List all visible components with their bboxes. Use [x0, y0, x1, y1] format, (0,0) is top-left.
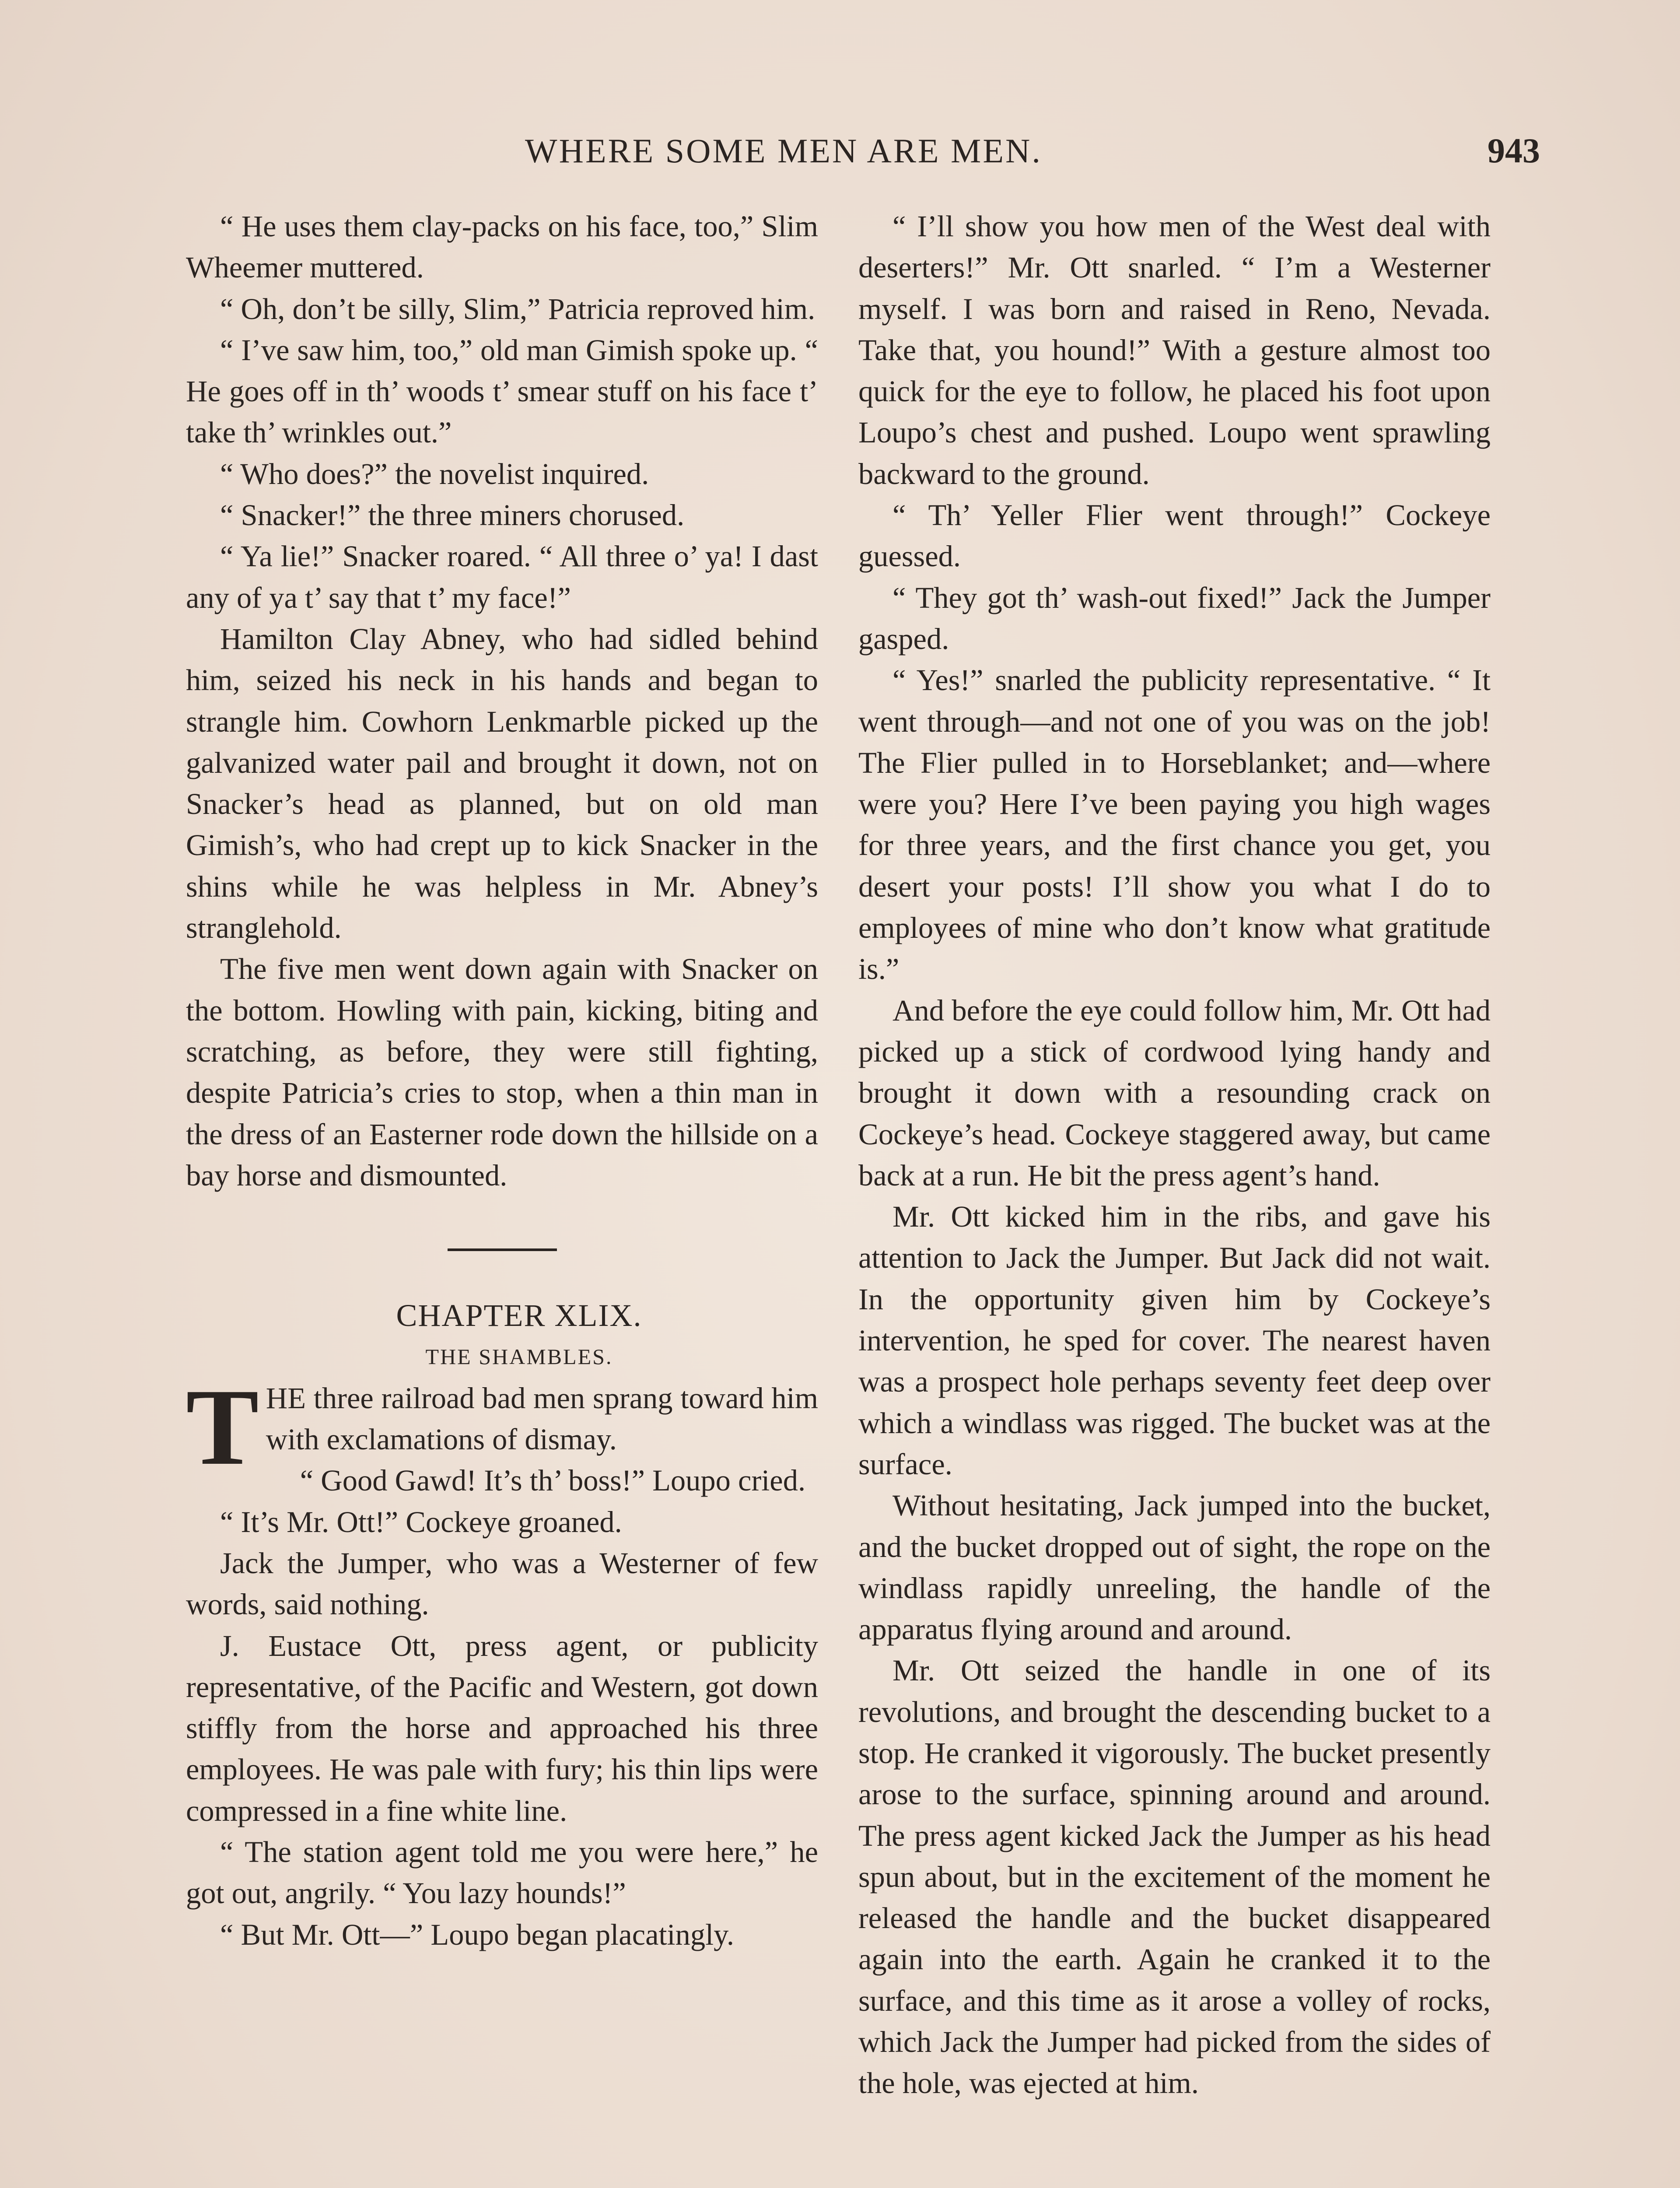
paragraph: “ But Mr. Ott—” Loupo began placatingly. [220, 1918, 735, 1951]
running-title: WHERE SOME MEN ARE MEN. [525, 132, 1042, 170]
paragraph: “ Snacker!” the three miners chorused. [220, 498, 685, 532]
paragraph: Hamilton Clay Abney, who had sidled behind him, seized his neck in his hands and began to strangle him. Cowhorn Lenkmarble picked up the galvanized water pail and brought it down, not on Snacker’s head as planned, but on old man Gimish’s, who had crept up to kick Snacker in the shins while he was helpless in Mr. Abney’s stranglehold. [186, 622, 818, 945]
opening-text: HE three railroad bad men sprang toward him with exclamations of dismay. [266, 1381, 818, 1456]
paragraph: “ It’s Mr. Ott!” Cockeye groaned. [220, 1505, 622, 1539]
paragraph: “ Oh, don’t be silly, Slim,” Patricia reproved him. [220, 292, 816, 326]
chapter-subtitle: THE SHAMBLES. [425, 1344, 613, 1369]
right-column [858, 206, 1491, 2104]
left-column [186, 206, 818, 1955]
paragraph: Without hesitating, Jack jumped into the bucket, and the bucket dropped out of sight, the rope on the windlass rapidly unreeling, the handle of the apparatus flying around and around. [858, 1489, 1491, 1646]
paragraph: “ Good Gawd! It’s th’ boss!” Loupo cried. [300, 1464, 806, 1497]
paragraph: Mr. Ott kicked him in the ribs, and gave his attention to Jack the Jumper. But Jack did not wait. In the opportunity given him by Cockeye’s intervention, he sped for cover. The nearest haven was a prospect hole perhaps seventy feet deep over which a windlass was rigged. The bucket was at the surface. [858, 1200, 1491, 1481]
paragraph: J. Eustace Ott, press agent, or publicity representative, of the Pacific and Western, got down stiffly from the horse and approached his three employees. He was pale with fury; his thin lips were compressed in a fine white line. [186, 1629, 818, 1827]
paragraph: “ Th’ Yeller Flier went through!” Cockeye guessed. [858, 498, 1491, 573]
paragraph: The five men went down again with Snacker on the bottom. Howling with pain, kicking, biting and scratching, as before, they were still fighting, despite Patricia’s cries to stop, when a thin man in the dress of an Easterner rode down the hillside on a bay horse and dismounted. [186, 952, 818, 1192]
paragraph: “ Yes!” snarled the publicity representative. “ It went through—and not one of you was on the job! The Flier pulled in to Horseblanket; and—where were you? Here I’ve been paying you high wages for three years, and the first chance you get, you desert your posts! I’ll show you what I do to employees of mine who don’t know what gratitude is.” [858, 663, 1491, 986]
paragraph: “ I’ll show you how men of the West deal with deserters!” Mr. Ott snarled. “ I’m a Westerner myself. I was born and raised in Reno, Nevada. Take that, you hound!” With a gesture almost too quick for the eye to follow, he placed his foot upon Loupo’s chest and pushed. Loupo went sprawling backward to the ground. [858, 210, 1491, 491]
drop-cap: T [186, 1366, 259, 1488]
paragraph: Mr. Ott seized the handle in one of its revolutions, and brought the descending bucket to a stop. He cranked it vigorously. The bucket presently arose to the surface, spinning around and around. The press agent kicked Jack the Jumper as his head spun about, but in the excitement of the moment he released the handle and the bucket disappeared again into the earth. Again he cranked it to the surface, and this time as it arose a volley of rocks, which Jack the Jumper had picked from the sides of the hole, was ejected at him. [858, 1654, 1491, 2100]
running-head [184, 131, 1540, 179]
page-number: 943 [1488, 132, 1540, 170]
paragraph: “ Who does?” the novelist inquired. [220, 457, 649, 491]
paragraph: “ I’ve saw him, too,” old man Gimish spoke up. “ He goes off in th’ woods t’ smear stuff on his face t’ take th’ wrinkles out.” [186, 333, 818, 449]
paragraph: “ Ya lie!” Snacker roared. “ All three o’ ya! I dast any of ya t’ say that t’ my face!” [186, 540, 818, 614]
paragraph: “ The station agent told me you were here,” he got out, angrily. “ You lazy hounds!” [186, 1835, 818, 1910]
chapter-title: CHAPTER XLIX. [396, 1298, 642, 1333]
paragraph: And before the eye could follow him, Mr. Ott had picked up a stick of cordwood lying handy and brought it down with a resounding crack on Cockeye’s head. Cockeye staggered away, but came back at a run. He bit the press agent’s hand. [858, 993, 1491, 1192]
paragraph: “ They got th’ wash-out fixed!” Jack the Jumper gasped. [858, 581, 1491, 656]
section-divider [448, 1248, 557, 1251]
paragraph: “ He uses them clay-packs on his face, too,” Slim Wheemer muttered. [186, 210, 818, 284]
paragraph: Jack the Jumper, who was a Westerner of few words, said nothing. [186, 1546, 818, 1621]
